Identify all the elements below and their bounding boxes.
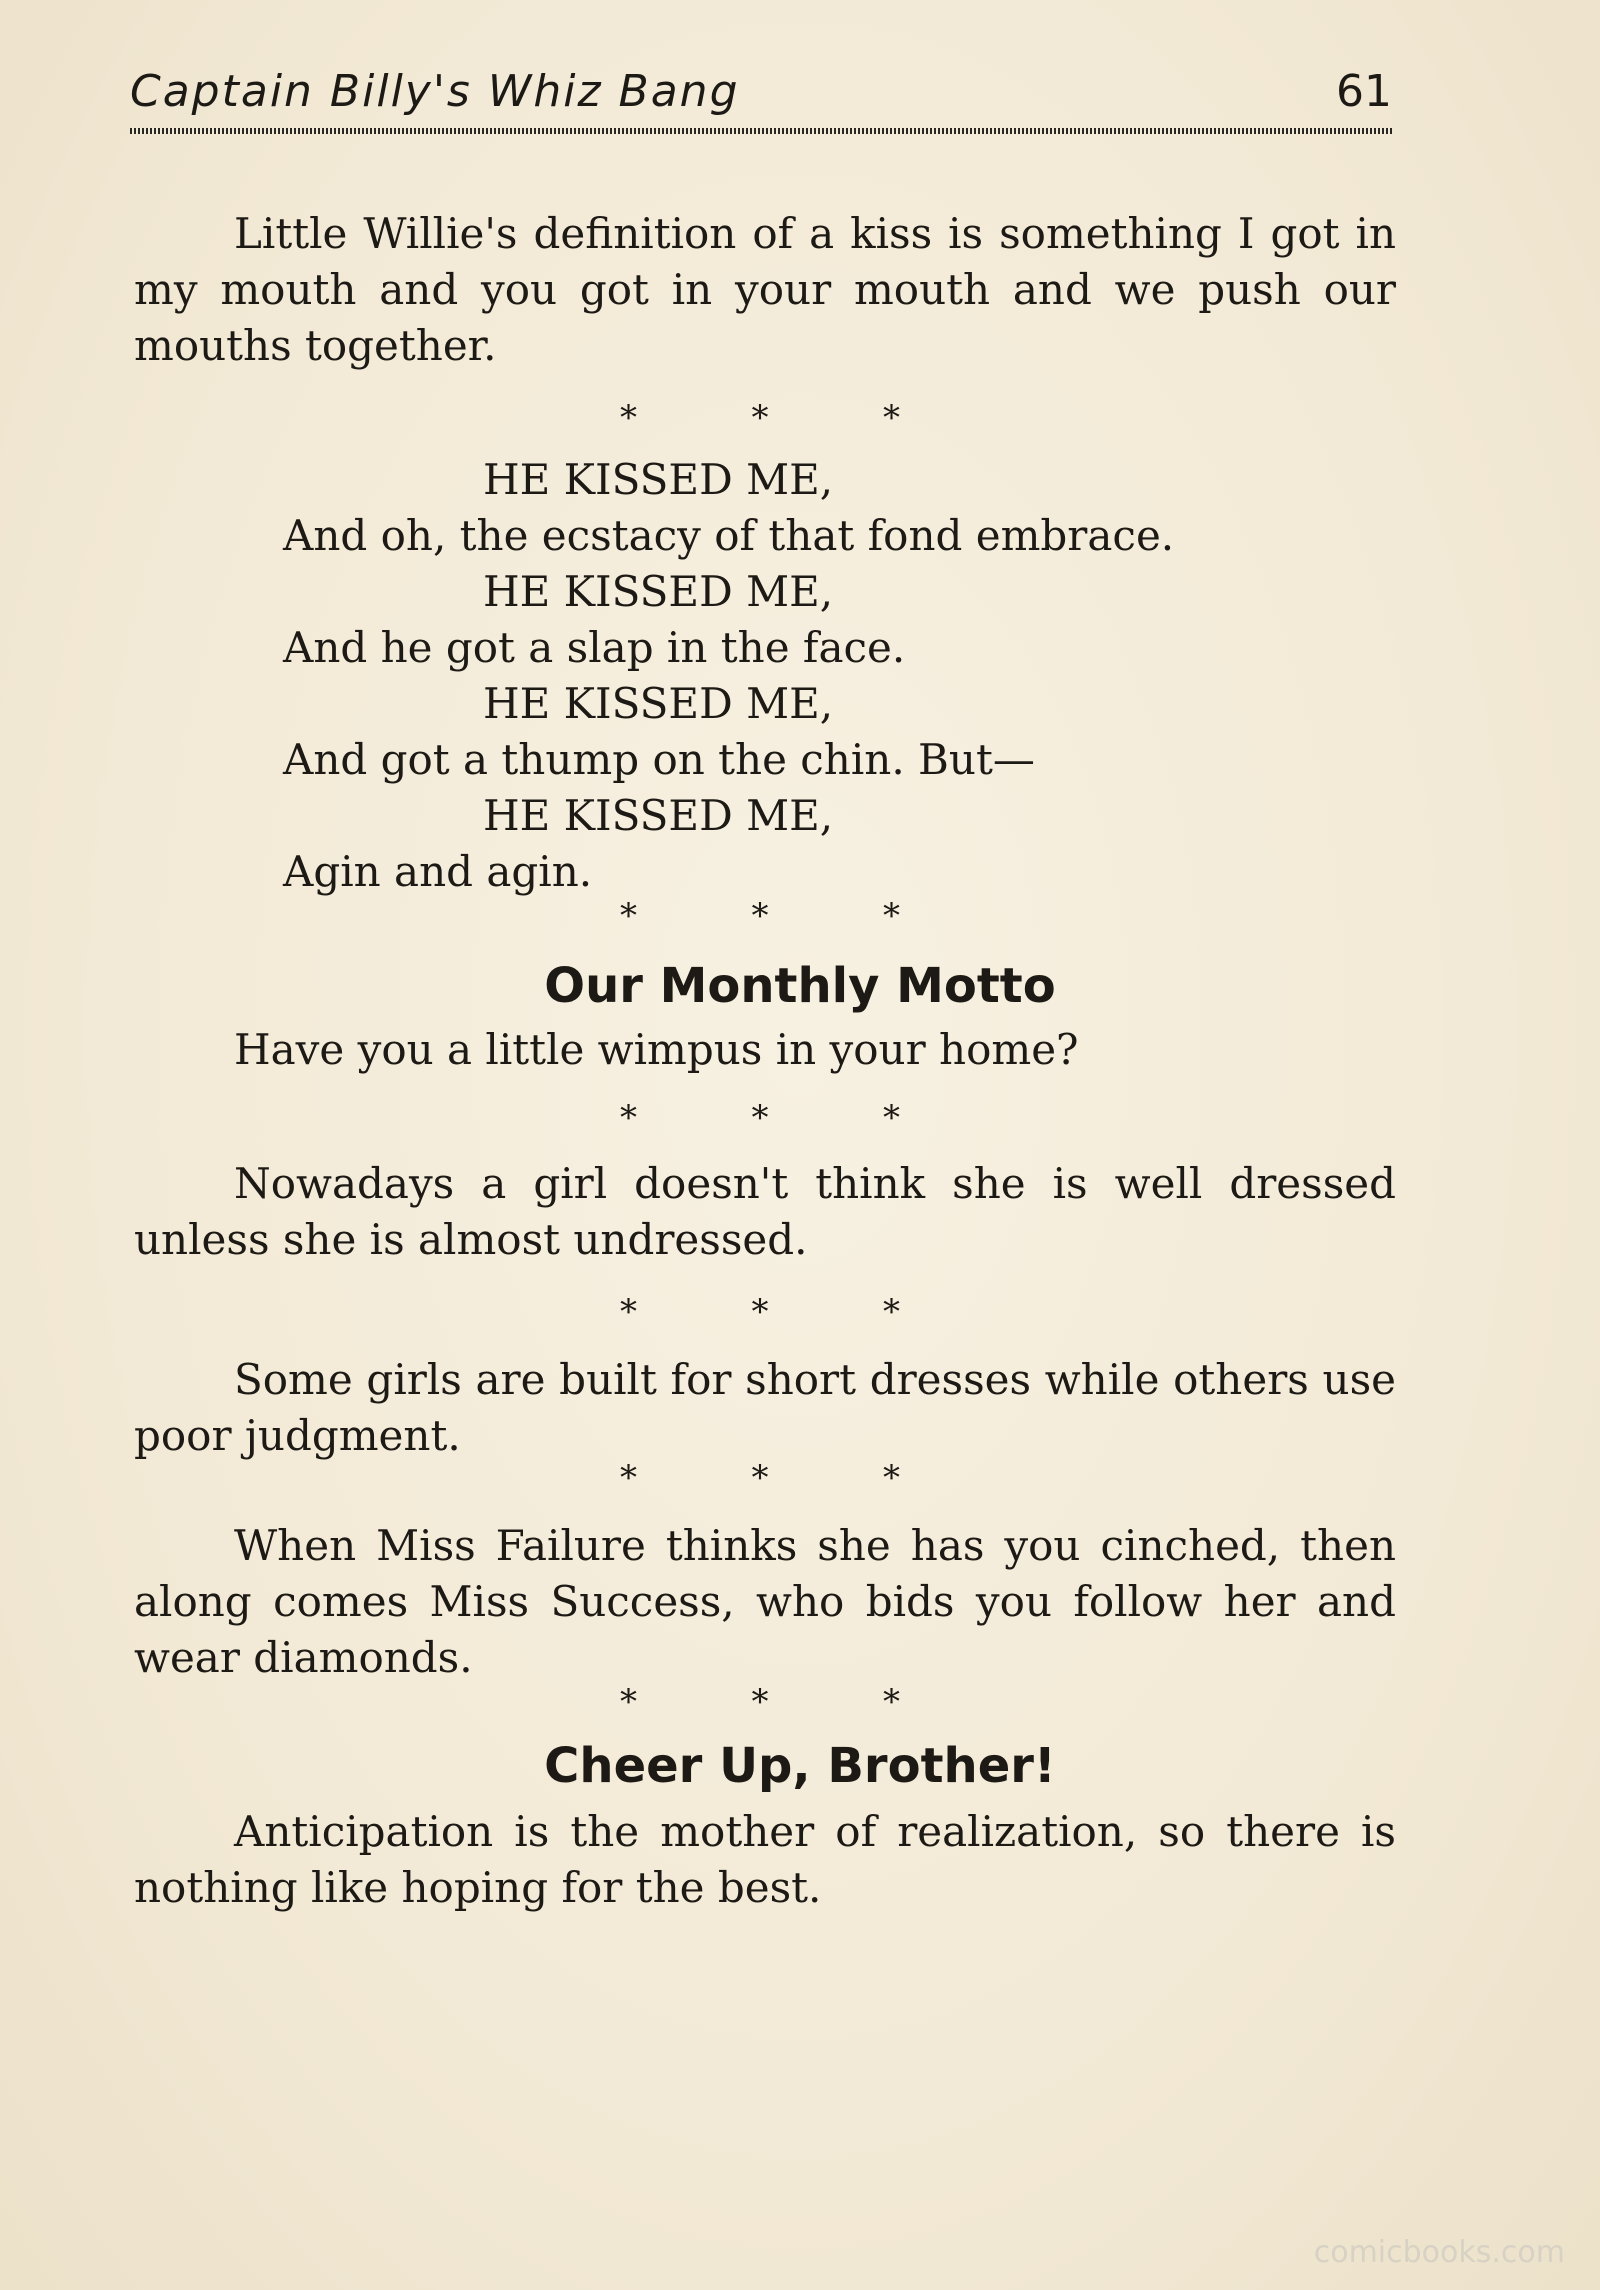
separator-star: * <box>751 896 769 936</box>
separator-stars <box>620 398 900 438</box>
nowadays-paragraph: Nowadays a girl doesn't think she is well dressed unless she is almost undressed. <box>134 1159 1396 1264</box>
separator-stars <box>620 1292 900 1332</box>
publication-title: Captain Billy's Whiz Bang <box>130 66 740 117</box>
monthly-motto-heading: Our Monthly Motto <box>544 958 1056 1014</box>
separator-star: * <box>620 1682 637 1722</box>
separator-star: * <box>883 1292 900 1332</box>
cheer-up-paragraph: Anticipation is the mother of realization, so there is nothing like hoping for the best. <box>134 1807 1396 1912</box>
separator-star: * <box>883 1098 900 1138</box>
separator-star: * <box>751 1098 769 1138</box>
separator-star: * <box>883 896 900 936</box>
separator-star: * <box>751 1458 769 1498</box>
verse-line: And oh, the ecstacy of that fond embrace. <box>283 511 1175 560</box>
separator-star: * <box>883 1682 900 1722</box>
verse-refrain: HE KISSED ME, <box>483 791 834 840</box>
willie-paragraph: Little Willie's definition of a kiss is something I got in my mouth and you got in your mouth and we push our mouths together. <box>134 209 1396 370</box>
separator-star: * <box>620 896 637 936</box>
separator-star: * <box>883 398 900 438</box>
separator-star: * <box>620 1292 637 1332</box>
separator-stars <box>620 1098 900 1138</box>
page-number: 61 <box>1336 66 1392 117</box>
separator-star: * <box>751 1292 769 1332</box>
running-header <box>130 66 1392 130</box>
separator-star: * <box>620 1098 637 1138</box>
verse-line: And got a thump on the chin. But— <box>283 735 1035 784</box>
verse-line: Agin and agin. <box>283 847 593 896</box>
verse-refrain: HE KISSED ME, <box>483 455 834 504</box>
verse-refrain: HE KISSED ME, <box>483 679 834 728</box>
separator-stars <box>620 1682 900 1722</box>
verse-refrain: HE KISSED ME, <box>483 567 834 616</box>
watermark: comicbooks.com <box>1313 2235 1565 2270</box>
failure-paragraph: When Miss Failure thinks she has you cinched, then along comes Miss Success, who bids you follow her and wear diamonds. <box>134 1521 1396 1682</box>
monthly-motto-text: Have you a little wimpus in your home? <box>234 1025 1079 1074</box>
separator-star: * <box>883 1458 900 1498</box>
separator-star: * <box>620 1458 637 1498</box>
separator-star: * <box>751 1682 769 1722</box>
separator-star: * <box>620 398 637 438</box>
he-kissed-me-verse <box>283 452 1174 900</box>
cheer-up-heading: Cheer Up, Brother! <box>544 1738 1056 1794</box>
verse-line: And he got a slap in the face. <box>283 623 906 672</box>
header-rule <box>130 128 1392 134</box>
separator-stars <box>620 896 900 936</box>
dresses-paragraph: Some girls are built for short dresses while others use poor judgment. <box>134 1355 1396 1460</box>
separator-star: * <box>751 398 769 438</box>
separator-stars <box>620 1458 900 1498</box>
